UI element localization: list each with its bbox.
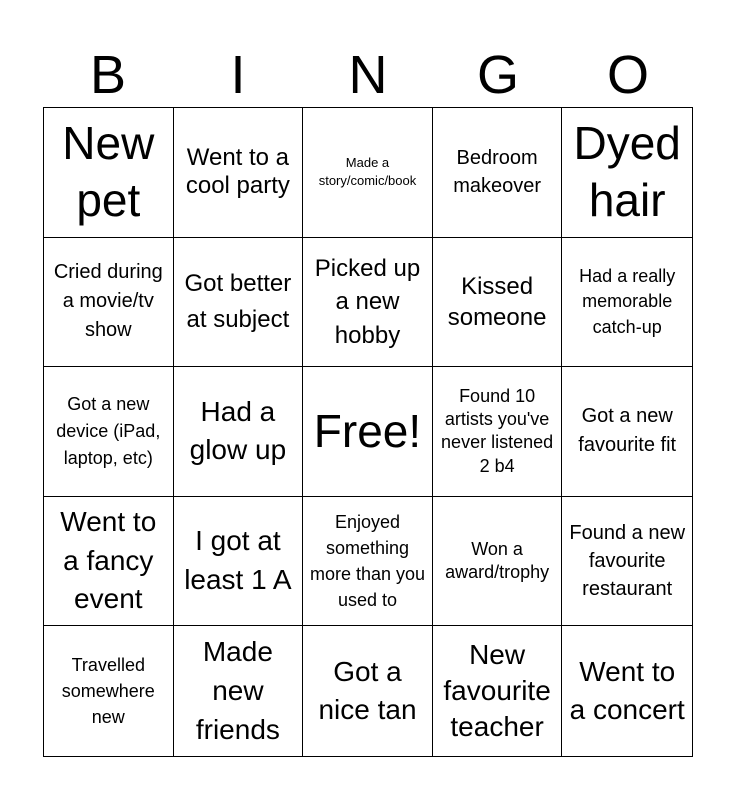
bingo-cell-r1-c5[interactable] xyxy=(562,108,692,238)
cell-label: Cried during a movie/tv show xyxy=(53,261,163,342)
cell-label: Enjoyed something more than you used to xyxy=(309,511,426,611)
cell-label: Had a glow up xyxy=(189,395,287,466)
header-letter-i: I xyxy=(230,45,246,105)
bingo-cell-r4-c4[interactable] xyxy=(433,497,563,627)
cell-label: Went to a fancy event xyxy=(60,506,157,615)
bingo-cell-free[interactable] xyxy=(303,367,433,497)
bingo-cell-r1-c3[interactable] xyxy=(303,108,433,238)
bingo-cell-r1-c2[interactable] xyxy=(174,108,304,238)
bingo-cell-r4-c2[interactable] xyxy=(174,497,304,627)
cell-label: Dyed hair xyxy=(573,116,681,227)
cell-label: Made a story/comic/book xyxy=(318,155,417,189)
cell-label: Went to a concert xyxy=(569,655,685,726)
cell-label: I got at least 1 A xyxy=(184,525,292,596)
cell-label: Got a new favourite fit xyxy=(578,405,677,457)
bingo-cell-r5-c3[interactable] xyxy=(303,626,433,756)
header-letter-b: B xyxy=(89,45,127,105)
bingo-cell-r2-c5[interactable] xyxy=(562,238,692,368)
bingo-cell-r2-c3[interactable] xyxy=(303,238,433,368)
bingo-cell-r2-c1[interactable] xyxy=(44,238,174,368)
bingo-board xyxy=(43,107,693,757)
cell-label: Went to a cool party xyxy=(185,143,290,200)
bingo-cell-r3-c4[interactable] xyxy=(433,367,563,497)
bingo-cell-r4-c3[interactable] xyxy=(303,497,433,627)
cell-label: Won a award/trophy xyxy=(445,538,550,583)
bingo-header xyxy=(43,42,693,108)
header-letter-n: N xyxy=(348,45,388,105)
cell-label: Kissed someone xyxy=(447,272,547,331)
bingo-cell-r3-c2[interactable] xyxy=(174,367,304,497)
cell-label: Found a new favourite restaurant xyxy=(569,521,686,601)
bingo-cell-r4-c5[interactable] xyxy=(562,497,692,627)
cell-label: Travelled somewhere new xyxy=(61,655,155,728)
bingo-cell-r5-c4[interactable] xyxy=(433,626,563,756)
bingo-cell-r3-c5[interactable] xyxy=(562,367,692,497)
bingo-cell-r4-c1[interactable] xyxy=(44,497,174,627)
cell-label: Got better at subject xyxy=(184,269,292,333)
bingo-cell-r2-c2[interactable] xyxy=(174,238,304,368)
cell-label: New favourite teacher xyxy=(443,639,551,743)
cell-label: Bedroom makeover xyxy=(453,147,541,198)
cell-label: Got a new device (iPad, laptop, etc) xyxy=(56,393,161,468)
bingo-cell-r1-c1[interactable] xyxy=(44,108,174,238)
bingo-cell-r3-c1[interactable] xyxy=(44,367,174,497)
cell-label: Picked up a new hobby xyxy=(314,254,421,349)
bingo-cell-r5-c1[interactable] xyxy=(44,626,174,756)
header-letter-o: O xyxy=(606,45,649,105)
bingo-cell-r2-c4[interactable] xyxy=(433,238,563,368)
cell-label: Had a really memorable catch-up xyxy=(579,265,676,337)
bingo-cell-r1-c4[interactable] xyxy=(433,108,563,238)
bingo-cell-r5-c5[interactable] xyxy=(562,626,692,756)
cell-label: Got a nice tan xyxy=(318,655,417,726)
cell-label: New pet xyxy=(62,116,155,227)
cell-label: Found 10 artists you've never listened 2 b4 xyxy=(441,385,554,476)
bingo-cell-r5-c2[interactable] xyxy=(174,626,304,756)
free-space-label: Free! xyxy=(313,405,422,458)
cell-label: Made new friends xyxy=(195,636,280,745)
header-letter-g: G xyxy=(476,45,519,105)
